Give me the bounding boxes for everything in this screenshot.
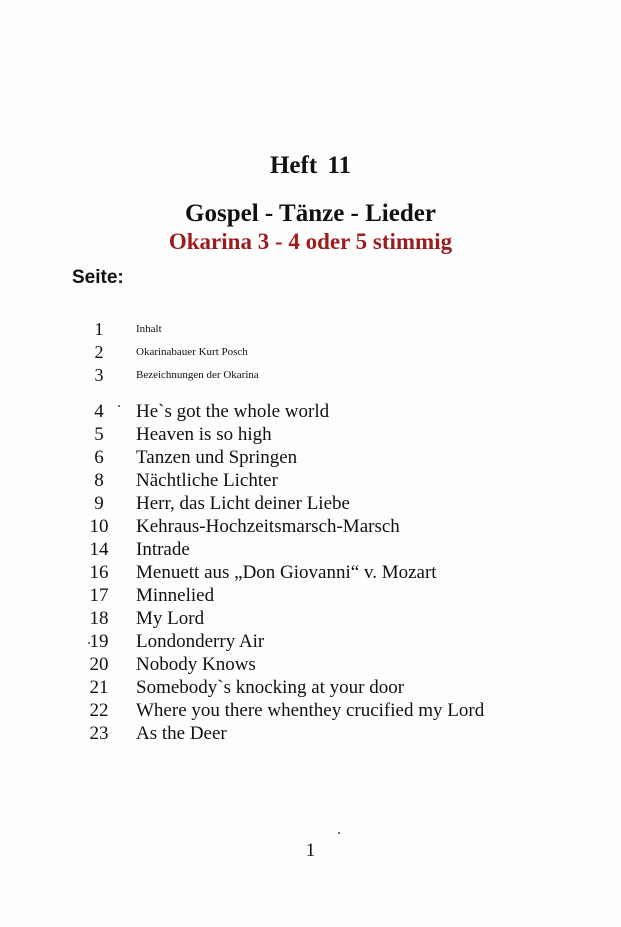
toc-page-number: 9 xyxy=(94,493,104,514)
toc-page-number: 16 xyxy=(89,562,109,583)
list-item xyxy=(0,699,621,722)
scan-speck xyxy=(118,405,120,407)
scan-speck xyxy=(88,642,90,644)
list-item xyxy=(0,607,621,630)
list-item xyxy=(0,364,621,387)
toc-entry-title: As the Deer xyxy=(136,723,227,744)
list-item xyxy=(0,446,621,469)
toc-page-number: 19 xyxy=(89,631,109,652)
list-item xyxy=(0,492,621,515)
toc-entry-title: He`s got the whole world xyxy=(136,401,330,422)
toc-page-number: 18 xyxy=(89,608,109,629)
toc-entry-title: Where you there whenthey crucified my Lord xyxy=(136,700,485,721)
seite-label: Seite: xyxy=(72,267,124,288)
list-item xyxy=(0,722,621,745)
toc-entry-title: Menuett aus „Don Giovanni“ v. Mozart xyxy=(136,562,437,583)
page-number: 1 xyxy=(305,840,316,861)
toc-page-number: 10 xyxy=(89,516,109,537)
toc-small-list xyxy=(0,318,621,387)
toc-entry-title: Bezeichnungen der Okarina xyxy=(136,369,259,381)
toc-page-number: 23 xyxy=(89,723,109,744)
list-item xyxy=(0,584,621,607)
heft-title: Heft 11 xyxy=(269,152,352,179)
toc-entry-title: Nächtliche Lichter xyxy=(136,470,278,491)
toc-entry-title: Herr, das Licht deiner Liebe xyxy=(136,493,350,514)
list-item xyxy=(0,318,621,341)
list-item xyxy=(0,341,621,364)
toc-main-list xyxy=(0,400,621,745)
list-item xyxy=(0,423,621,446)
toc-page-number: 3 xyxy=(94,365,104,385)
sub-title: Okarina 3 - 4 oder 5 stimmig xyxy=(168,229,453,254)
list-item xyxy=(0,561,621,584)
toc-page-number: 5 xyxy=(94,424,104,445)
toc-entry-title: Okarinabauer Kurt Posch xyxy=(136,346,248,358)
scan-speck xyxy=(338,832,340,834)
toc-page-number: 20 xyxy=(89,654,109,675)
toc-page-number: 21 xyxy=(89,677,109,698)
toc-page-number: 22 xyxy=(89,700,109,721)
list-item xyxy=(0,653,621,676)
toc-page-number: 6 xyxy=(94,447,104,468)
toc-entry-title: Heaven is so high xyxy=(136,424,272,445)
list-item xyxy=(0,400,621,423)
list-item xyxy=(0,515,621,538)
toc-page-number: 2 xyxy=(94,342,104,362)
toc-entry-title: My Lord xyxy=(136,608,205,629)
toc-entry-title: Intrade xyxy=(136,539,190,560)
toc-entry-title: Londonderry Air xyxy=(136,631,265,652)
toc-entry-title: Kehraus-Hochzeitsmarsch-Marsch xyxy=(136,516,400,537)
toc-entry-title: Minnelied xyxy=(136,585,215,606)
toc-page-number: 1 xyxy=(94,319,104,339)
list-item xyxy=(0,630,621,653)
list-item xyxy=(0,538,621,561)
toc-entry-title: Inhalt xyxy=(136,323,162,335)
toc-page-number: 17 xyxy=(89,585,109,606)
main-title: Gospel - Tänze - Lieder xyxy=(185,200,436,227)
toc-page-number: 14 xyxy=(89,539,109,560)
toc-page-number: 8 xyxy=(94,470,104,491)
toc-page-number: 4 xyxy=(94,401,104,422)
list-item xyxy=(0,469,621,492)
toc-entry-title: Nobody Knows xyxy=(136,654,256,675)
list-item xyxy=(0,676,621,699)
toc-entry-title: Somebody`s knocking at your door xyxy=(136,677,405,698)
toc-entry-title: Tanzen und Springen xyxy=(136,447,298,468)
